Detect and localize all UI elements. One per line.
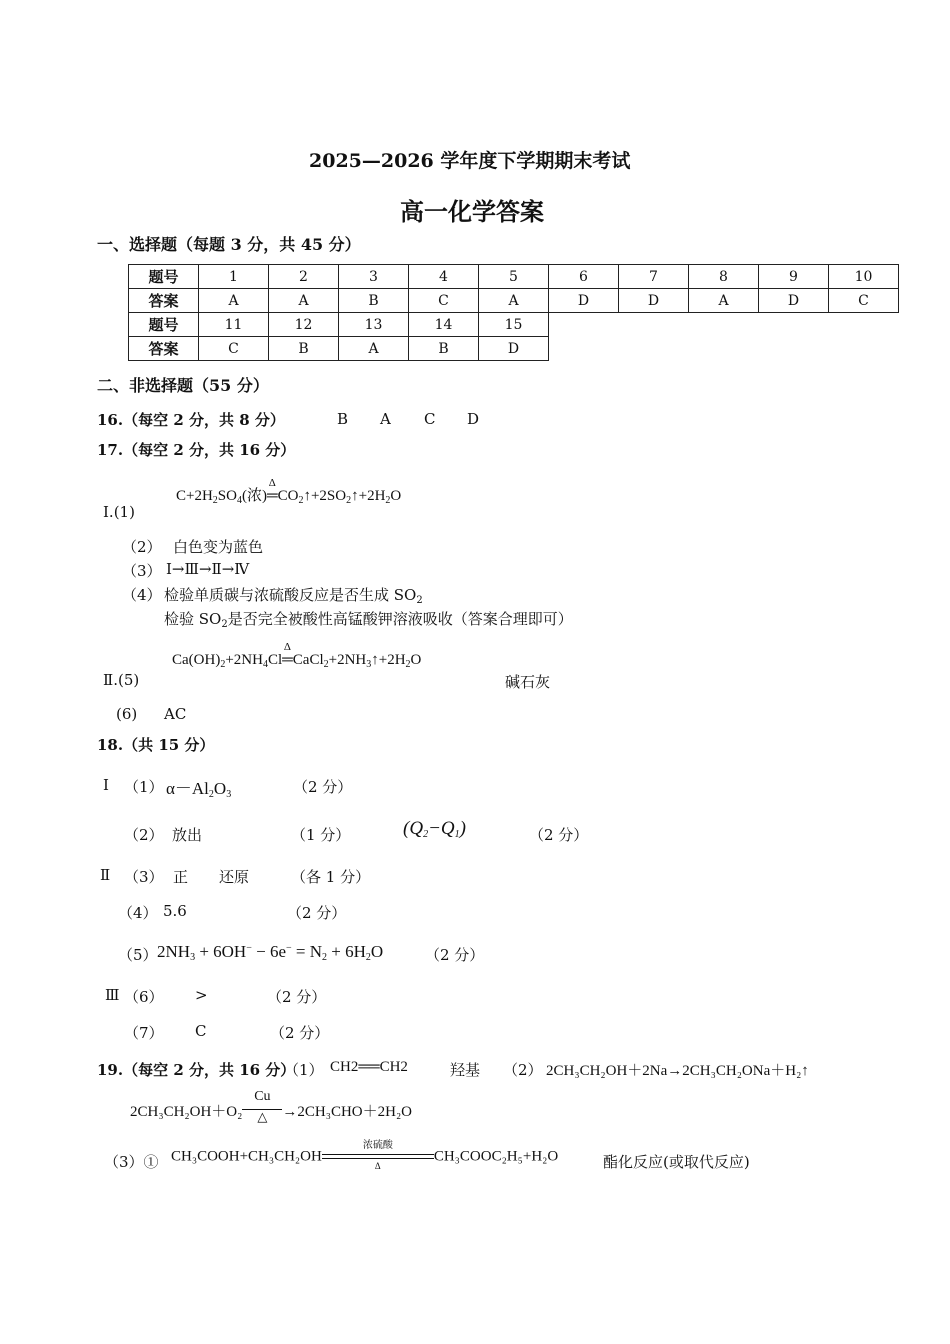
text: (Q [403,818,424,839]
q17-part3-text: Ⅰ→Ⅲ→Ⅱ→Ⅳ [166,560,250,578]
table-cell: A [269,289,339,313]
eq-left: 2CH₃CH₂OH＋O₂ [130,1104,243,1120]
q17-part4-line2: 检验 $SO_2$是否完全被酸性高锰酸钾溶液吸收（答案合理即可） [164,610,573,630]
table-cell: 7 [619,265,689,289]
table-cell: 3 [339,265,409,289]
table-cell: C [409,289,479,313]
catalyst-label: Cu [254,1088,271,1104]
q17-equation-1: $C+2H_2SO_4$(浓) Δ $═CO_2↑+2SO_2↑+2H_2O$ [176,477,402,506]
q16-answer-1: B [337,410,349,428]
q18-r4-score: （2 分） [287,904,347,922]
table-cell: D [479,337,549,361]
table-cell: 6 [549,265,619,289]
q18-sec3: Ⅲ [105,986,120,1004]
q16-answer-4: D [467,410,480,428]
table-cell: 14 [409,313,479,337]
q18-r2-score1: （1 分） [291,826,351,844]
row-label: 题号 [129,265,199,289]
q18-r6-score: （2 分） [267,988,327,1006]
catalyst-arrow [242,1088,282,1124]
table-cell: D [549,289,619,313]
catalyst-label: 浓硫酸 [362,1140,393,1151]
q17-part1-label: Ⅰ.(1) [103,503,135,521]
text: α－Al [166,779,209,798]
q18-sec1: Ⅰ [103,776,109,794]
q18-r7-score: （2 分） [270,1024,330,1042]
q17-part5-extra: 碱石灰 [505,673,551,691]
q19-label: 19.（每空 2 分，共 16 分） [97,1061,296,1079]
q17-part4-line1: 检验单质碳与浓硫酸反应是否生成 $SO_2$ [164,586,423,606]
q18-r4-text: 5.6 [163,902,187,920]
heat-symbol: △ [257,1108,268,1124]
table-cell: A [479,289,549,313]
text: 检验单质碳与浓硫酸反应是否生成 SO [164,586,417,604]
table-cell: 2 [269,265,339,289]
answer-table [128,264,899,361]
table-cell: 1 [199,265,269,289]
q18-r2-label: （2） [124,826,164,844]
table-cell: B [339,289,409,313]
section2-heading: 二、非选择题（55 分） [97,376,269,395]
row-label: 答案 [129,337,199,361]
table-cell: 4 [409,265,479,289]
text: 检验 SO [164,610,222,628]
q17-part2-text: 白色变为蓝色 [173,538,264,556]
q19-part2-eq2: 2CH₃CH₂OH＋O₂ Cu △ →2CH₃CHO＋2H₂O [130,1088,413,1124]
q18-r7-text: C [195,1022,207,1040]
eq-right: CH₃COOC₂H₅+H₂O [433,1148,559,1165]
table-cell: 5 [479,265,549,289]
table-cell: 15 [479,313,549,337]
section1-heading: 一、选择题（每题 3 分，共 45 分） [97,235,361,254]
q18-r6-label: （6） [124,988,164,1006]
q18-r1-score: （2 分） [293,778,353,796]
q18-r5-label: （5） [118,946,158,964]
q18-r7-label: （7） [124,1024,164,1042]
q18-r3-a: 正 [173,868,189,886]
q18-r2-score2: （2 分） [529,826,589,844]
q18-r4-label: （4） [118,904,158,922]
q17-part2-label: （2） [122,538,162,556]
q18-r3-b: 还原 [219,868,250,886]
q17-part5-label: Ⅱ.(5) [103,671,140,689]
table-cell: 13 [339,313,409,337]
table-cell: 12 [269,313,339,337]
q17-label: 17.（每空 2 分，共 16 分） [97,441,296,459]
table-cell: 8 [689,265,759,289]
q17-part6-label: (6) [116,705,138,723]
text: 是否完全被酸性高锰酸钾溶液吸收（答案合理即可） [227,610,573,628]
table-cell: 10 [829,265,899,289]
eq-part: C+2H [176,488,213,504]
table-cell: C [199,337,269,361]
table-row [129,289,899,313]
q19-part1-a: CH2══CH2 [330,1059,408,1075]
q17-part4-label: （4） [122,586,162,604]
q18-r1-label: （1） [124,778,164,796]
delta-condition: Δ [268,477,276,489]
q18-label: 18.（共 15 分） [97,736,215,754]
table-cell: C [829,289,899,313]
q19-part3-type: 酯化反应(或取代反应) [603,1153,750,1171]
table-cell: D [759,289,829,313]
row-label: 答案 [129,289,199,313]
q16-label: 16.（每空 2 分，共 8 分） [97,411,285,429]
table-row [129,313,899,337]
q19-part1-label: （1） [284,1061,324,1079]
q17-equation-2: $Ca(OH)_2+2NH_4Cl$ Δ $═CaCl_2+2NH_3↑+2H_2O$ [172,641,422,670]
q19-part2-label: （2） [503,1061,543,1079]
table-row [129,337,899,361]
q18-sec2: Ⅱ [100,866,111,884]
q18-r1-text: $\alpha-Al_2O_3$ [166,779,232,800]
q19-part3-label: （3）① [104,1153,159,1171]
q18-r6-text: > [195,986,208,1004]
q18-r5-score: （2 分） [425,946,485,964]
q19-part3-equation [171,1140,559,1171]
heat-symbol: Δ [374,1161,381,1171]
table-row [129,265,899,289]
q19-part1-b: 羟基 [450,1061,481,1079]
q19-part2-eq1: 2CH₃CH₂OH＋2Na→2CH₃CH₂ONa＋H₂↑ [546,1063,809,1079]
table-cell: A [339,337,409,361]
q18-r3-score: （各 1 分） [291,868,371,886]
eq-left: CH₃COOH+CH₃CH₂OH [171,1148,322,1165]
eq-right: 2CH₃CHO＋2H₂O [297,1104,413,1120]
subject-title: 高一化学答案 [400,197,544,226]
q18-r2-expr: $(Q_2-Q_1)$ [403,818,466,840]
q18-r2-text: 放出 [172,826,203,844]
q16-answer-2: A [380,410,391,428]
q17-part6-text: AC [164,705,187,723]
table-cell: B [269,337,339,361]
table-cell: A [199,289,269,313]
table-cell: 9 [759,265,829,289]
table-cell: 11 [199,313,269,337]
q17-part3-label: （3） [122,562,162,580]
table-cell: B [409,337,479,361]
reversible-arrow [322,1140,434,1171]
q18-r3-label: （3） [124,868,164,886]
table-cell: D [619,289,689,313]
q16-answer-3: C [424,410,436,428]
delta-condition: Δ [283,641,291,653]
table-cell: A [689,289,759,313]
q18-r5-equation: $2NH_3 + 6OH^- - 6e^- = N_2 + 6H_2O$ [157,942,384,963]
row-label: 题号 [129,313,199,337]
exam-title: 2025—2026 学年度下学期期末考试 [309,150,631,172]
